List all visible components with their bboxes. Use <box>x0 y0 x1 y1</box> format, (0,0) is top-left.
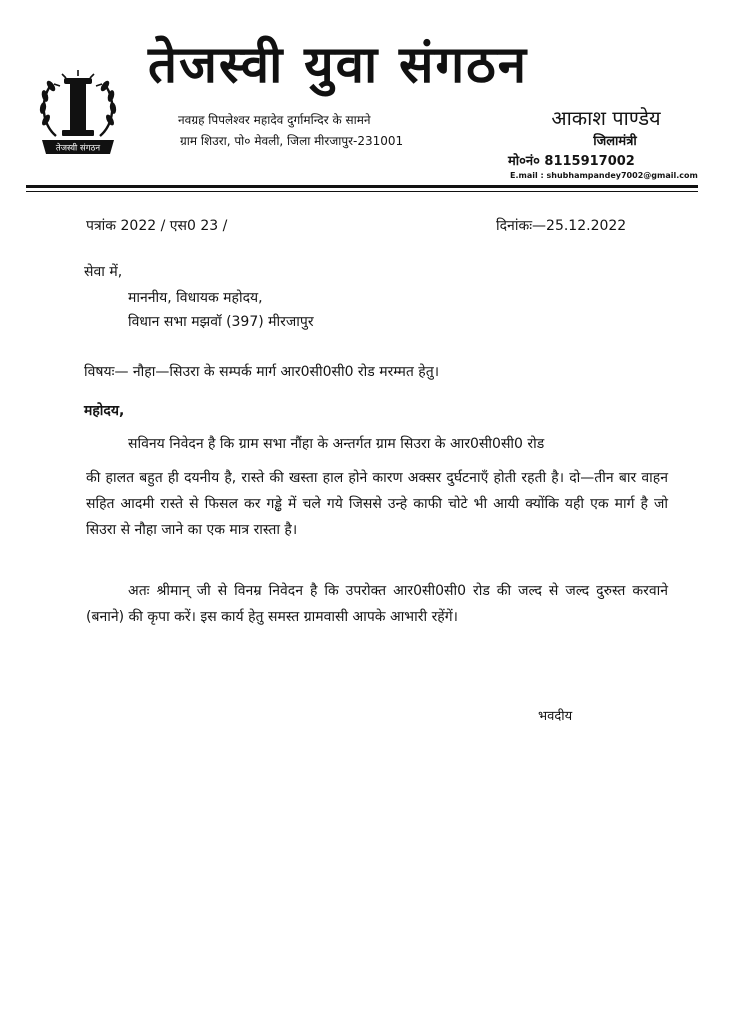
mobile-number: मो०नं० 8115917002 <box>508 154 635 169</box>
officer-designation: जिलामंत्री <box>593 134 637 149</box>
letterhead-address-line2: ग्राम शिउरा, पो० मेवली, जिला मीरजापुर-231001 <box>180 134 404 148</box>
salutation: महोदय, <box>84 403 125 419</box>
letterhead-divider-thin <box>26 191 698 192</box>
email-address: E.mail : shubhampandey7002@gmail.com <box>510 171 698 180</box>
reference-number: पत्रांक 2022 / एस0 23 / <box>86 218 228 234</box>
recipient-line2: विधान सभा मझवॉ (397) मीरजापुर <box>128 314 314 330</box>
officer-name: आकाश पाण्डेय <box>551 106 661 130</box>
letter-subject: विषयः— नौहा—सिउरा के सम्पर्क मार्ग आर0सी0सी0 रोड मरम्मत हेतु। <box>84 364 440 380</box>
organization-emblem-icon <box>34 64 122 160</box>
paragraph2-body: अतः श्रीमान् जी से विनम्र निवेदन है कि उपरोक्त आर0सी0सी0 रोड की जल्द से जल्द दुरुस्त करवाने (बनाने) की कृपा करें। इस कार्य हेतु समस्त ग्रामवासी आपके आभारी रहेंगें। <box>86 583 668 625</box>
to-label: सेवा में, <box>84 264 123 280</box>
paragraph1-body: की हालत बहुत ही दयनीय है, रास्ते की खस्ता हाल होने कारण अक्सर दुर्घटनाएँ होती रहती है। दो—तीन बार वाहन सहित आदमी रास्ते से फिसल कर गड्ढे में चले गये जिससे उन्हे काफी चोटे भी आयी क्योंकि यही एक मार्ग है जो सिउरा से नौहा जाने का एक मात्र रास्ता है। <box>86 470 668 538</box>
letterhead-address-line1: नवग्रह पिपलेश्वर महादेव दुर्गामन्दिर के सामने <box>178 113 371 127</box>
letter-date: दिनांकः—25.12.2022 <box>496 218 627 234</box>
organization-title: तेजस्वी युवा संगठन <box>148 36 529 95</box>
paragraph1-first-line: सविनय निवेदन है कि ग्राम सभा नौंहा के अन्तर्गत ग्राम सिउरा के आर0सी0सी0 रोड <box>128 436 545 452</box>
signoff: भवदीय <box>538 709 573 724</box>
recipient-line1: माननीय, विधायक महोदय, <box>128 290 263 306</box>
svg-text:तेजस्वी संगठन: तेजस्वी संगठन <box>55 143 101 154</box>
letterhead-divider <box>26 185 698 188</box>
